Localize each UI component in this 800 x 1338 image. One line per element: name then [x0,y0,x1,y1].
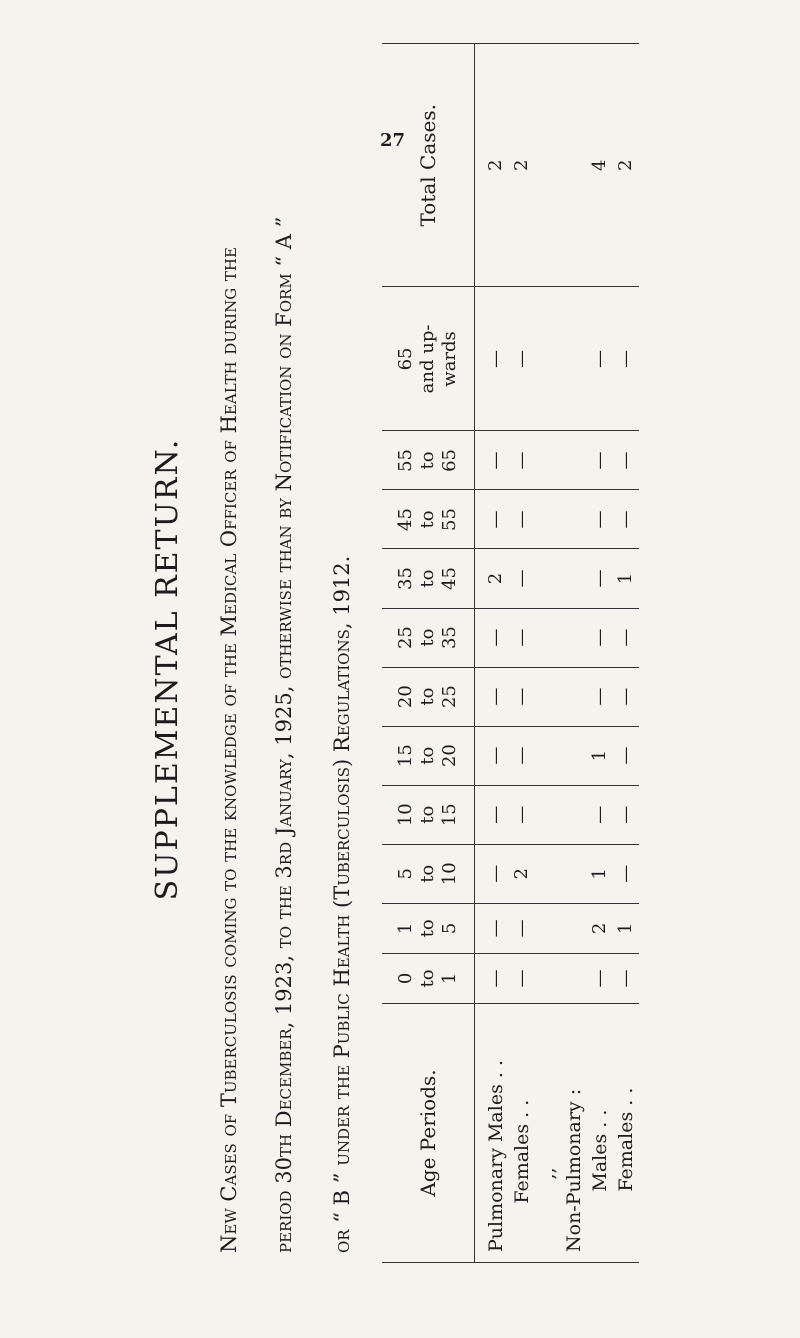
value-cell: — [511,687,532,706]
row-labels-column [475,1004,640,1263]
tuberculosis-cases-table [382,43,639,1263]
age-period-line: 20 [395,685,416,709]
value-cell: — [485,349,506,368]
age-period-line: to [417,969,438,988]
age-period-line: 25 [439,685,460,709]
age-period-header [382,953,475,1003]
age-period-line: 15 [439,803,460,827]
age-period-line: 25 [395,626,416,650]
value-cell: — [485,746,506,765]
age-period-line: 45 [439,567,460,590]
age-period-line: 65 [395,347,416,371]
table-header-row [382,44,475,1263]
age-period-line: 10 [395,803,416,827]
value-cell [561,554,587,604]
value-cell: — [511,919,532,938]
age-period-line: 35 [395,567,416,590]
value-cell: — [615,805,636,824]
value-cell: — [589,969,610,988]
total-cases-header: Total Cases. [382,44,475,287]
value-cell [561,731,587,781]
total-cell: 2 [615,159,636,171]
value-cell [535,672,561,722]
age-period-header [382,903,475,953]
value-cell: — [615,510,636,529]
age-period-line: 0 [395,972,416,985]
value-cell [535,790,561,840]
age-period-line: to [417,864,438,883]
value-cell: — [511,969,532,988]
caption-line-2: period 30th December, 1923, to the 3rd January, 1925, otherwise than by Notification on Form “ A ” [272,216,296,1253]
value-cell: — [589,451,610,470]
value-cell [535,849,561,899]
value-cell: — [511,746,532,765]
value-cell [535,908,561,949]
page-number: 27 [380,130,406,151]
age-values-column [475,667,640,726]
value-cell [561,494,587,544]
value-cell [535,494,561,544]
value-cell: — [589,805,610,824]
value-cell: — [485,919,506,938]
value-cell: — [589,687,610,706]
caption-line-1: New Cases of Tuberculosis coming to the knowledge of the Medical Officer of Health during the [217,247,241,1253]
value-cell: — [615,687,636,706]
value-cell [561,613,587,663]
age-period-header [382,431,475,490]
value-cell: — [485,864,506,883]
age-period-line: to [417,569,438,588]
age-period-line: to [417,510,438,529]
table-body-row [475,44,640,1263]
value-cell: — [511,569,532,588]
value-cell: — [615,451,636,470]
value-cell: — [511,510,532,529]
age-period-line: to [417,687,438,706]
age-values-column [475,287,640,431]
age-values-column [475,844,640,903]
age-period-line: 5 [439,922,460,935]
age-period-line: 45 [395,508,416,531]
row-label: Males . . [589,1109,611,1252]
value-cell: — [511,805,532,824]
value-cell [561,672,587,722]
value-cell: — [589,349,610,368]
value-cell: 2 [511,868,532,880]
age-period-line: 10 [439,862,460,886]
total-cell: 2 [511,159,532,171]
age-period-line: 5 [395,868,416,880]
value-cell: — [589,628,610,647]
value-cell: — [589,569,610,588]
value-cell: — [615,864,636,883]
age-values-column [475,608,640,667]
age-period-line: wards [439,331,460,387]
age-values-column [475,431,640,490]
age-period-line: and up- [417,324,438,394]
value-cell: 1 [615,922,636,935]
value-cell [561,958,587,999]
value-cell [561,435,587,485]
age-values-column [475,903,640,953]
age-period-line: to [417,746,438,765]
value-cell [535,613,561,663]
age-values-column [475,490,640,549]
age-period-header [382,726,475,785]
value-cell [561,908,587,949]
age-period-header [382,785,475,844]
row-label: Females . . [511,1099,533,1252]
total-values-column [475,44,640,287]
value-cell: — [589,510,610,529]
value-cell: — [485,510,506,529]
age-period-line: to [417,805,438,824]
age-values-column [475,549,640,608]
value-cell: — [485,969,506,988]
value-cell: 2 [589,922,610,935]
age-period-line: 1 [395,922,416,935]
value-cell [535,554,561,604]
age-period-line: to [417,628,438,647]
age-period-line: to [417,451,438,470]
total-cell [535,48,561,282]
total-cell [561,48,587,282]
value-cell: — [485,451,506,470]
age-period-header [382,287,475,431]
value-cell: — [615,969,636,988]
value-cell: 2 [485,572,506,585]
age-period-line: 1 [439,972,460,985]
age-period-header [382,490,475,549]
value-cell: — [615,349,636,368]
return-heading: SUPPLEMENTAL RETURN. [150,437,185,901]
age-periods-header: Age Periods. [382,1004,475,1263]
value-cell: — [485,687,506,706]
value-cell [535,958,561,999]
value-cell: 1 [615,572,636,585]
age-period-header [382,667,475,726]
caption-line-3: or “ B ” under the Public Health (Tuberculosis) Regulations, 1912. [330,555,354,1253]
age-values-column [475,726,640,785]
value-cell: — [511,628,532,647]
row-label: Females . . [615,1087,637,1252]
row-label: Pulmonary Males . . [485,1060,507,1252]
age-values-column [475,953,640,1003]
total-cell: 4 [589,159,610,171]
value-cell [561,849,587,899]
value-cell [535,731,561,781]
value-cell [535,291,561,426]
value-cell [561,291,587,426]
value-cell: 1 [589,749,610,762]
total-cell: 2 [485,159,506,171]
value-cell: — [615,628,636,647]
row-label: ,, [537,1167,559,1252]
age-period-line: to [417,919,438,938]
value-cell: — [485,628,506,647]
age-values-column [475,785,640,844]
value-cell [561,790,587,840]
age-period-header [382,608,475,667]
value-cell [535,435,561,485]
value-cell: 1 [589,868,610,880]
age-period-line: 65 [439,448,460,472]
row-label: Non-Pulmonary : [563,1088,585,1252]
age-period-header [382,844,475,903]
value-cell: — [511,349,532,368]
age-period-line: 35 [439,626,460,650]
age-period-line: 15 [395,744,416,768]
value-cell: — [615,746,636,765]
age-period-header [382,549,475,608]
age-period-line: 20 [439,744,460,768]
age-period-line: 55 [439,508,460,531]
value-cell: — [511,451,532,470]
value-cell: — [485,805,506,824]
age-period-line: 55 [395,448,416,472]
